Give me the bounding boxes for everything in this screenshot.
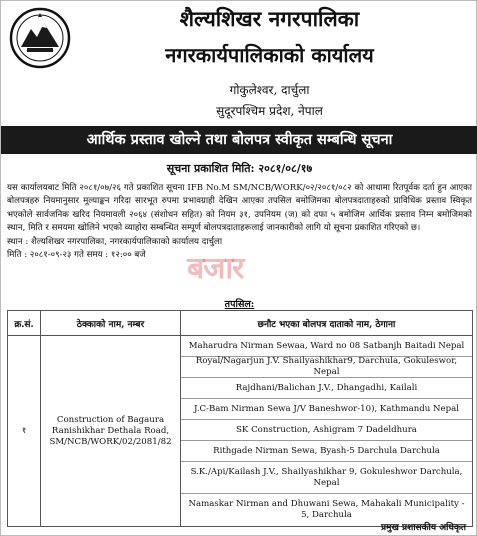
table-header-row bbox=[8, 311, 473, 336]
header-serial: क्र.सं. bbox=[8, 311, 41, 336]
header-bidders: छनौट भएका बोलपत्र दाताको नाम, ठेगाना bbox=[181, 311, 473, 336]
row-contract: Construction of Bagaura Ranishikhar Dethala Road, SM/NCB/WORK/02/2081/82 bbox=[41, 336, 181, 527]
signatory-title: प्रमुख प्रशासकीय अधिकृत bbox=[380, 523, 466, 533]
notice-title-banner: आर्थिक प्रस्ताव खोल्ने तथा बोलपत्र स्वीकृत सम्बन्धि सूचना bbox=[1, 126, 477, 154]
watermark-logo: बजार bbox=[187, 251, 244, 286]
bidder-item: Namaskar Nirman and Dhuwani Sewa, Mahakali Municipality - 5, Darchula bbox=[188, 499, 465, 520]
row-bidders bbox=[181, 336, 473, 527]
opening-datetime: मिति : २०८१-०९-२३ गते समय : १२:०० बजे bbox=[7, 250, 146, 261]
opening-place: स्थान : शैल्यशिखर नगरपालिका, नगरकार्यपालिकाको कार्यालय दार्चुला bbox=[7, 236, 223, 247]
office-location: गोकुलेश्वर, दार्चुला bbox=[229, 83, 310, 97]
notice-paragraph: यस कार्यालयबाट मिति २०८१/०७/२६ गते प्रकाशित सूचना IFB No.M SM/NCB/WORK/०२/२०८१/०८२ को आधामा रितपूर्वक दर्ता हुन आएका बोलपत्रहरु नियमानुसार मूल्याङ्कन गरिदा सारभूत रुपमा प्रभावग्राही देखिन आएका तपसिल बमोजिमका बोलपत्रदाताहरुको प्राविधिक प्रस्ताव स्विकृत भएकोले सार्वजनिक खरिद नियमावली २०६४ (संशोधन सहित) को नियम ३१, उपनियम (ज) को दफा ५ बमोजिम आर्थिक प्रस्ताव निम्न बमोजिमको स्थान, मिति र समयमा खोलिने भएको व्याहोरा सम्बन्धित सम्पूर्ण बोलपत्रदाताहरूलाई जानकारीको लागि यो सूचना प्रकाशित गरिएको छ। bbox=[7, 183, 472, 234]
bidders-table bbox=[7, 310, 473, 527]
bidder-item: Maharudra Nirman Sewaa, Ward no 08 Satbanjh Baitadi Nepal bbox=[181, 336, 472, 357]
bidder-item: Rithgade Nirman Sewa, Byash-5 Darchula Darchula bbox=[181, 441, 472, 462]
publish-date: सूचना प्रकाशित मिति: २०८१/०८/१७ bbox=[166, 162, 313, 175]
province-name: सुदूरपश्चिम प्रदेश, नेपाल bbox=[216, 104, 323, 118]
bidder-item: S.K./Api/Kailash J.V., Shailyashikhar 9, Gokuleshwor Darchula, Nepal bbox=[181, 462, 472, 494]
schedule-heading: तपसिल: bbox=[224, 299, 255, 310]
bidder-item: J.C-Bam Nirman Sewa J/V Baneshwor-10), Kathmandu Nepal bbox=[181, 399, 472, 420]
table-row bbox=[8, 336, 473, 527]
municipality-name: शैल्यशिखर नगरपालिका bbox=[179, 6, 360, 31]
bidder-item: Royal/Nagarjun J.V. Shailyashikhar9, Darchula, Gokuleswor, Nepal bbox=[181, 357, 472, 378]
office-name: नगरकार्यपालिकाको कार्यालय bbox=[165, 43, 374, 67]
header-contract: ठेक्काको नाम, नम्बर bbox=[41, 311, 181, 336]
row-serial: १ bbox=[8, 336, 41, 527]
bidder-item: Rajdhani/Balichan J.V., Dhangadhi, Kailali bbox=[181, 378, 472, 399]
bidder-item: SK Construction, Ashigram 7 Dadeldhura bbox=[181, 420, 472, 441]
